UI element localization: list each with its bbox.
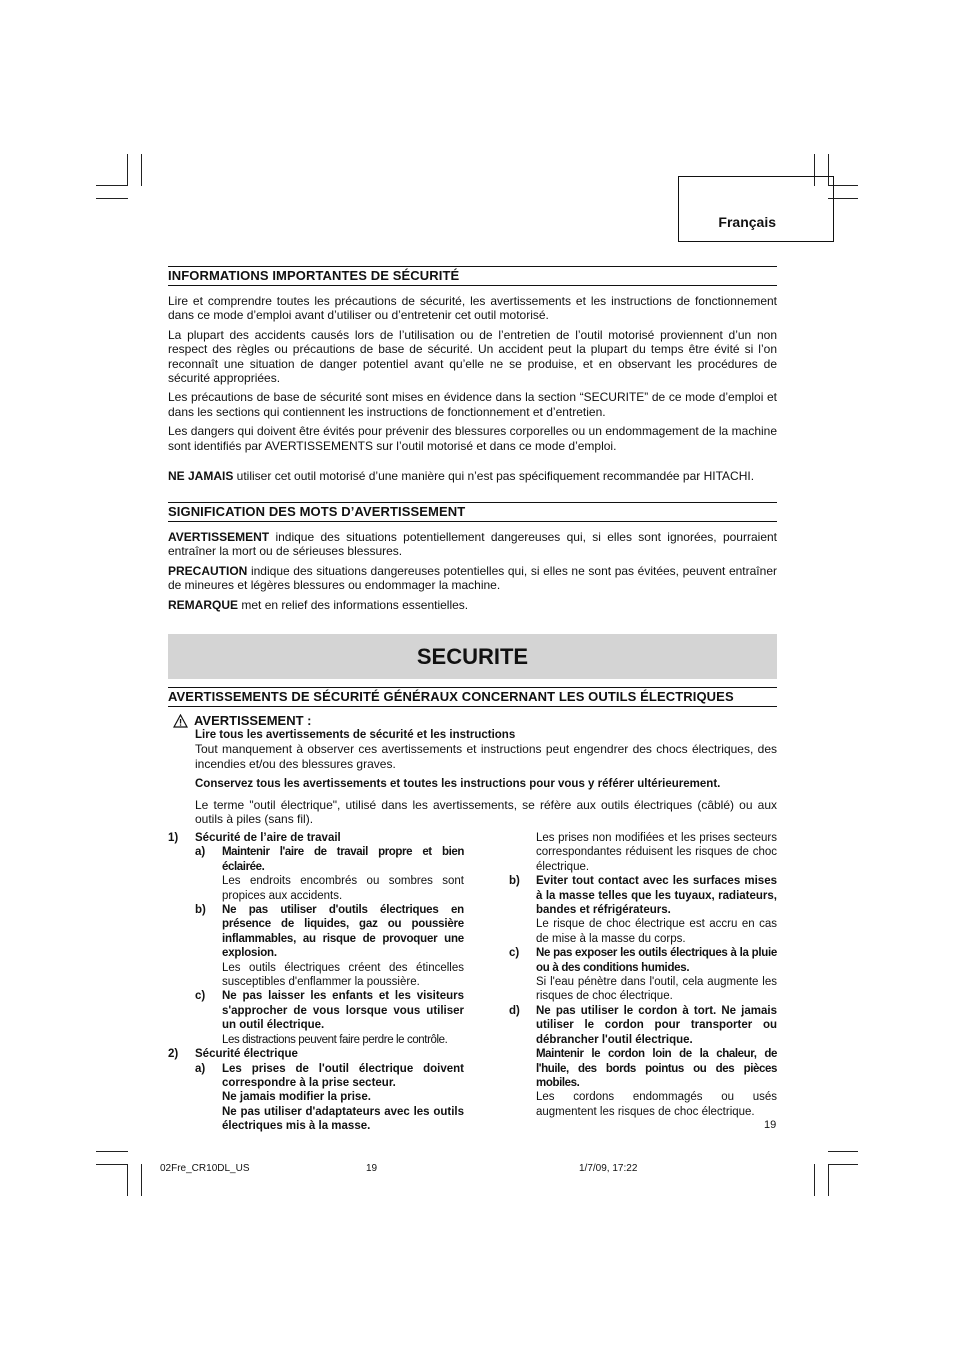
list-bold: Maintenir l'aire de travail propre et bien éclairée. (222, 846, 464, 873)
crop-mark (96, 198, 128, 199)
securite-banner (168, 634, 777, 679)
paragraph (168, 469, 777, 483)
list-item (509, 1004, 777, 1119)
crop-mark (141, 1164, 142, 1196)
paragraph: Lire et comprendre toutes les précautions de sécurité, les avertissements et les instructions de fonctionnement dans ce mode d’emploi avant d’utiliser ou d’entretenir cet outil motorisé. (168, 294, 777, 323)
list-bold: Eviter tout contact avec les surfaces mises à la masse telles que les tuyaux, radiateurs, bandes et réfrigérateurs. (536, 875, 777, 917)
crop-mark (814, 1164, 815, 1196)
list-letter: d) (509, 1004, 520, 1017)
list-bold: Maintenir le cordon loin de la chaleur, de l'huile, des bords pointus ou des pièces mobiles. (536, 1048, 777, 1089)
text: indique des situations potentiellement dangereuses qui, si elles sont ignorées, pourraient entraîner la mort ou de sérieuses blessures. (168, 530, 777, 559)
crop-mark (96, 1151, 128, 1152)
list-item (168, 845, 464, 903)
crop-mark (828, 1151, 858, 1152)
list-title: Sécurité de l’aire de travail (195, 832, 341, 844)
paragraph (168, 564, 777, 593)
paragraph: La plupart des accidents causés lors de l’utilisation ou de l’entretien de l’outil motorisé proviennent d’un non respect des règles ou précautions de base de sécurité. Un accident peut la plupart du temps être évité si l’on reconnaît une situation de danger potentiel avant qu’elle ne se produise, et en observant les procédures de sécurité appropriées. (168, 327, 777, 386)
footer-file: 02Fre_CR10DL_US (160, 1163, 250, 1174)
section-informations-body (168, 294, 777, 483)
list-letter: b) (195, 904, 206, 917)
text: utiliser cet outil motorisé d’une manière qui n’est pas spécifiquement recommandée par HITACHI. (233, 469, 755, 484)
paragraph: Le terme "outil électrique", utilisé dans les avertissements, se réfère aux outils électriques (câblé) ou aux outils à piles (sans fil). (195, 797, 777, 827)
bold-term: AVERTISSEMENT (168, 530, 270, 544)
section-signification-body (168, 530, 777, 612)
warning-subtitle: Lire tous les avertissements de sécurité et les instructions (195, 729, 516, 741)
crop-mark (828, 1164, 858, 1165)
footer-page: 19 (366, 1163, 378, 1174)
warning-body (195, 728, 777, 826)
bold-term: PRECAUTION (168, 563, 248, 578)
list-item (509, 831, 777, 874)
right-column (509, 831, 777, 1119)
list-number: 2) (168, 1048, 179, 1061)
list-text: Si l'eau pénètre dans l'outil, cela augmente les risques de choc électrique. (536, 976, 777, 1003)
crop-mark (96, 1164, 128, 1165)
list-item (168, 903, 464, 989)
language-tab (678, 176, 834, 242)
text: met en relief des informations essentielles. (238, 597, 469, 612)
list-item (168, 989, 464, 1047)
list-letter: a) (195, 1062, 206, 1075)
list-text: Les endroits encombrés ou sombres sont propices aux accidents. (222, 875, 464, 902)
list-item (168, 831, 464, 845)
paragraph (168, 530, 777, 559)
page-number: 19 (764, 1119, 777, 1131)
list-bold: Ne pas exposer les outils électriques à la pluie ou à des conditions humides. (536, 947, 777, 974)
warning-triangle-icon (173, 714, 188, 733)
crop-mark (96, 185, 128, 186)
list-item (168, 1062, 464, 1134)
banner-title: SECURITE (416, 644, 529, 669)
list-text: Les distractions peuvent faire perdre le contrôle. (222, 1033, 448, 1046)
list-bold: Les prises de l'outil électrique doivent correspondre à la prise secteur. (222, 1062, 464, 1089)
language-label: Français (718, 214, 776, 230)
list-letter: a) (195, 846, 206, 859)
crop-mark (141, 154, 142, 186)
list-bold: Ne pas utiliser le cordon à tort. Ne jamais utiliser le cordon pour transporter ou débrancher l'outil électrique. (536, 1004, 777, 1046)
list-text: Le risque de choc électrique est accru en cas de mise à la masse du corps. (536, 918, 777, 945)
list-bold: Ne pas utiliser d'adaptateurs avec les outils électriques mis à la masse. (222, 1105, 464, 1133)
paragraph: Conservez tous les avertissements et toutes les instructions pour vous y référer ultérieurement. (195, 778, 721, 791)
list-text: Les cordons endommagés ou usés augmentent les risques de choc électrique. (536, 1091, 777, 1118)
crop-mark (127, 154, 128, 186)
list-item (168, 1047, 464, 1061)
crop-mark (127, 1164, 128, 1196)
paragraph (168, 598, 777, 612)
list-item (509, 946, 777, 1004)
list-letter: c) (195, 990, 206, 1003)
list-bold: Ne pas utiliser d'outils électriques en présence de liquides, gaz ou poussière inflammables, au risque de provoquer une explosion. (222, 904, 464, 960)
section-heading-avertissements: AVERTISSEMENTS DE SÉCURITÉ GÉNÉRAUX CONCERNANT LES OUTILS ÉLECTRIQUES (168, 687, 777, 707)
list-bold: Ne pas laisser les enfants et les visiteurs s'approcher de vous lorsque vous utiliser un outil électrique. (222, 990, 464, 1032)
crop-mark (828, 1164, 829, 1196)
footer-date: 1/7/09, 17:22 (579, 1163, 638, 1174)
section-heading-informations: INFORMATIONS IMPORTANTES DE SÉCURITÉ (168, 266, 777, 286)
section-heading-signification: SIGNIFICATION DES MOTS D’AVERTISSEMENT (168, 502, 777, 522)
list-title: Sécurité électrique (195, 1048, 298, 1061)
text: indique des situations dangereuses potentielles qui, si elles ne sont pas évitées, peuvent entraîner de mineures et légères blessures ou endommager la machine. (168, 563, 777, 593)
bold-term: NE JAMAIS (168, 469, 234, 484)
list-letter: b) (509, 875, 520, 888)
warning-title: AVERTISSEMENT : (194, 713, 312, 728)
list-item (509, 874, 777, 946)
paragraph: Tout manquement à observer ces avertissements et instructions peut engendrer des chocs électriques, des incendies et/ou des blessures graves. (195, 742, 777, 771)
bold-term: REMARQUE (168, 597, 239, 612)
list-number: 1) (168, 832, 179, 844)
paragraph: Les dangers qui doivent être évités pour prévenir des blessures corporelles ou un endommagement de la machine sont identifiés par AVERTISSEMENTS sur l’outil motorisé et dans ce mode d’emploi. (168, 424, 777, 453)
list-text: Les prises non modifiées et les prises secteurs correspondantes réduisent les risques de choc électrique. (536, 832, 777, 873)
list-bold: Ne jamais modifier la prise. (222, 1091, 371, 1104)
paragraph: Les précautions de base de sécurité sont mises en évidence dans la section “SECURITE” de ce mode d’emploi et dans les sections qui contiennent les instructions de fonctionnement et d’entretien. (168, 390, 777, 419)
list-letter: c) (509, 947, 520, 960)
list-text: Les outils électriques créent des étincelles susceptibles d'enflammer la poussière. (222, 961, 464, 989)
left-column (168, 831, 464, 1134)
